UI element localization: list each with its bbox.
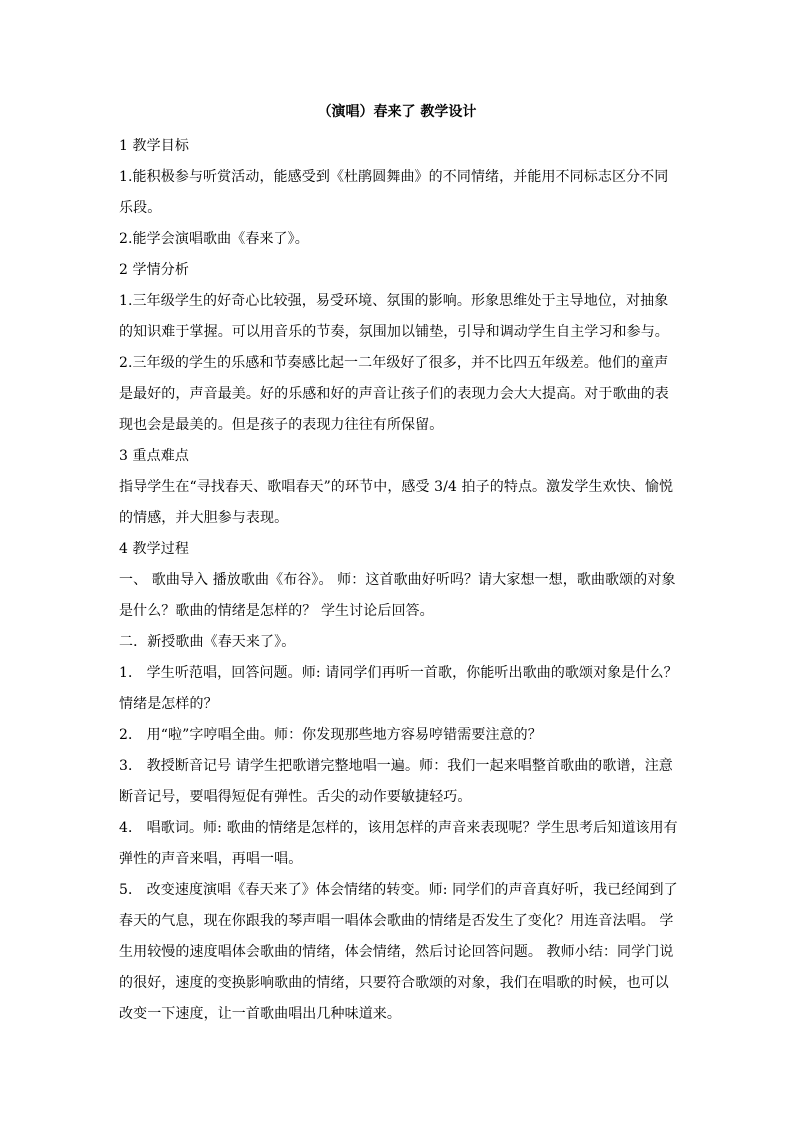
paragraph-process-intro: 一、 歌曲导入 播放歌曲《布谷》。 师：这首歌曲好听吗？请大家想一想，歌曲歌颂的对象是什么？歌曲的情绪是怎样的？ 学生讨论后回答。 — [119, 572, 676, 619]
paragraph-objective-1: 1.能积极参与听赏活动，能感受到《杜鹃圆舞曲》的不同情绪，并能用不同标志区分不同乐段。 — [119, 169, 669, 216]
document-title: （演唱）春来了 教学设计 — [317, 104, 477, 120]
section-heading-objectives: 1 教学目标 — [119, 138, 189, 154]
paragraph-process-step-1: 1． 学生听范唱，回答问题。师: 请同学们再听一首歌，你能听出歌曲的歌颂对象是什么？情绪是怎样的？ — [119, 665, 678, 712]
paragraph-process-new-song: 二．新授歌曲《春天来了》。 — [119, 634, 296, 650]
paragraph-process-step-4: 4． 唱歌词。师: 歌曲的情绪是怎样的，该用怎样的声音来表现呢？学生思考后知道该用有弹性的声音来唱，再唱一唱。 — [119, 820, 678, 867]
document-body — [119, 131, 679, 1030]
paragraph-process-step-3: 3． 教授断音记号 请学生把歌谱完整地唱一遍。师：我们一起来唱整首歌曲的歌谱，注意断音记号，要唱得短促有弹性。舌尖的动作要敏捷轻巧。 — [119, 758, 673, 805]
section-heading-process: 4 教学过程 — [119, 541, 189, 557]
paragraph-analysis-1: 1.三年级学生的好奇心比较强，易受环境、氛围的影响。形象思维处于主导地位，对抽象的知识难于掌握。可以用音乐的节奏，氛围加以铺垫，引导和调动学生自主学习和参与。 — [119, 293, 669, 340]
paragraph-process-step-2: 2． 用“啦”字哼唱全曲。师：你发现那些地方容易哼错需要注意的？ — [119, 727, 542, 743]
section-heading-key-points: 3 重点难点 — [119, 448, 189, 464]
paragraph-analysis-2: 2.三年级的学生的乐感和节奏感比起一二年级好了很多，并不比四五年级差。他们的童声是最好的，声音最美。好的乐感和好的声音让孩子们的表现力会大大提高。对于歌曲的表现也会是最美的。但是孩子的表现力往往有所保留。 — [119, 355, 669, 433]
paragraph-process-step-5: 5． 改变速度演唱《春天来了》体会情绪的转变。师: 同学们的声音真好听，我已经闻到了春天的气息，现在你跟我的琴声唱一唱体会歌曲的情绪是否发生了变化？用连音法唱。 学生用较慢的速度唱体会歌曲的情绪，体会情绪，然后讨论回答问题。 教师小结：同学门说的很好，速度的变换影响歌曲的情绪，只要符合歌颂的对象，我们在唱歌的时候，也可以改变一下速度，让一首歌曲唱出几种味道来。 — [119, 882, 678, 1022]
paragraph-key-points: 指导学生在“寻找春天、歌唱春天”的环节中，感受 3/4 拍子的特点。激发学生欢快、愉悦的情感，并大胆参与表现。 — [119, 479, 674, 526]
section-heading-analysis: 2 学情分析 — [119, 262, 189, 278]
paragraph-objective-2: 2.能学会演唱歌曲《春来了》。 — [119, 231, 309, 247]
